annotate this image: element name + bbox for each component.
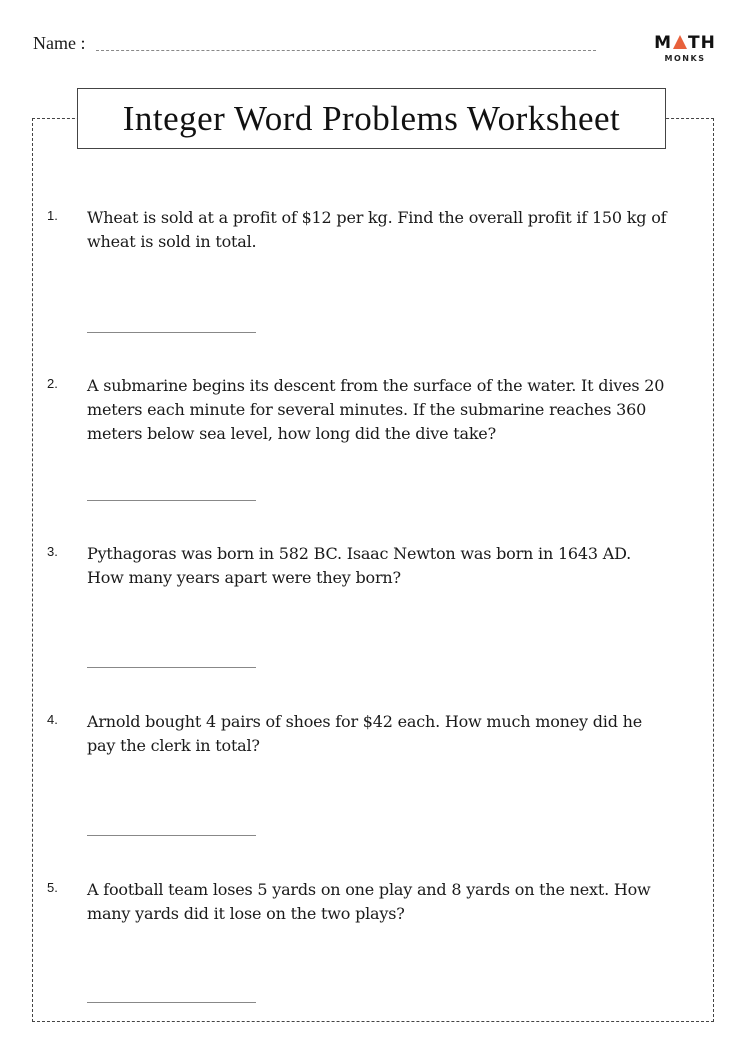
problem-number: 4.	[47, 712, 58, 727]
logo-subtext: MONKS	[664, 54, 706, 63]
triangle-icon	[673, 35, 687, 49]
answer-line-4[interactable]	[87, 835, 256, 836]
name-label: Name :	[33, 33, 86, 53]
problem-number: 2.	[47, 376, 58, 391]
answer-line-1[interactable]	[87, 332, 256, 333]
answer-line-2[interactable]	[87, 500, 256, 501]
logo-text-m: M	[654, 33, 673, 53]
answer-line-5[interactable]	[87, 1002, 256, 1003]
problem-text: A submarine begins its descent from the surface of the water. It dives 20 meters each minute for several minutes. If the submarine reaches 360 meters below sea level, how long did the dive take?	[87, 376, 665, 443]
problem-number: 1.	[47, 208, 58, 223]
problem-text: Wheat is sold at a profit of $12 per kg. Find the overall profit if 150 kg of wheat is sold in total.	[87, 208, 667, 251]
problem-number: 3.	[47, 544, 58, 559]
problem-text: Arnold bought 4 pairs of shoes for $42 each. How much money did he pay the clerk in total?	[87, 712, 643, 755]
answer-line-3[interactable]	[87, 667, 256, 668]
logo-text-th: TH	[688, 33, 716, 53]
problem-text: A football team loses 5 yards on one play and 8 yards on the next. How many yards did it lose on the two plays?	[87, 880, 651, 923]
name-input-line[interactable]	[96, 50, 596, 51]
problem-number: 5.	[47, 880, 58, 895]
problem-text: Pythagoras was born in 582 BC. Isaac Newton was born in 1643 AD. How many years apart were they born?	[87, 544, 632, 587]
page-title: Integer Word Problems Worksheet	[77, 88, 666, 149]
math-monks-logo	[652, 34, 718, 63]
